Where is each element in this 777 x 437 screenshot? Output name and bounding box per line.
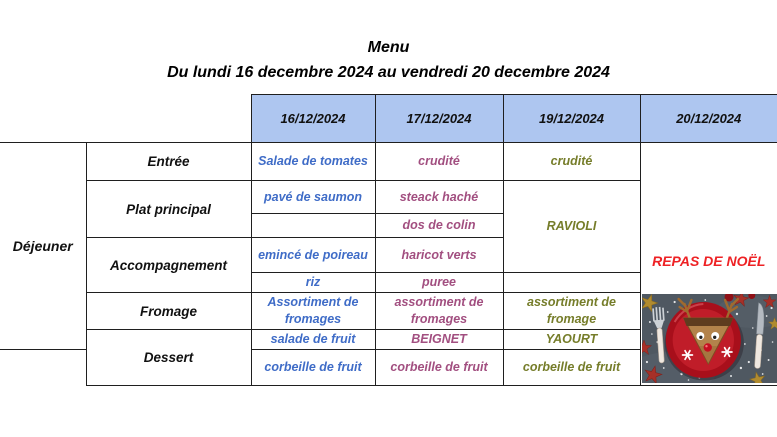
cell-accomp-d17-2: puree xyxy=(375,273,503,293)
cell-plat-d17-1: steack haché xyxy=(375,181,503,214)
cell-noel-d20 xyxy=(640,143,777,386)
cell-fromage-d17: assortiment de fromages xyxy=(375,293,503,330)
date-header-d16: 16/12/2024 xyxy=(251,95,375,143)
cell-dessert-d17-1: BEIGNET xyxy=(375,330,503,350)
row-label-entree: Entrée xyxy=(86,143,251,181)
row-label-fromage: Fromage xyxy=(86,293,251,330)
cell-plat-d17-2: dos de colin xyxy=(375,214,503,238)
menu-date-range: Du lundi 16 decembre 2024 au vendredi 20 decembre 2024 xyxy=(167,64,610,81)
date-header-d19: 19/12/2024 xyxy=(503,95,640,143)
row-label-accompagnement: Accompagnement xyxy=(86,238,251,293)
cell-dessert-d17-2: corbeille de fruit xyxy=(375,350,503,386)
header-spacer xyxy=(0,95,251,143)
cell-plat-d16-empty xyxy=(251,214,375,238)
table-gap-cell xyxy=(0,350,86,386)
date-header-d17: 17/12/2024 xyxy=(375,95,503,143)
repas-de-noel-label: REPAS DE NOËL xyxy=(652,253,766,269)
cell-entree-d16: Salade de tomates xyxy=(251,143,375,181)
menu-title: Menu xyxy=(367,39,410,56)
date-header-d20: 20/12/2024 xyxy=(640,95,777,143)
row-label-dessert: Dessert xyxy=(86,330,251,386)
cell-accomp-d19-empty xyxy=(503,273,640,293)
cell-fromage-d16: Assortiment de fromages xyxy=(251,293,375,330)
title-block xyxy=(0,35,777,85)
cell-accomp-d16-1: emincé de poireau xyxy=(251,238,375,273)
cell-dessert-d16-1: salade de fruit xyxy=(251,330,375,350)
row-label-plat-principal: Plat principal xyxy=(86,181,251,238)
cell-entree-d17: crudité xyxy=(375,143,503,181)
cell-accomp-d16-2: riz xyxy=(251,273,375,293)
christmas-plate-photo xyxy=(642,294,777,383)
cell-dessert-d16-2: corbeille de fruit xyxy=(251,350,375,386)
cell-entree-d19: crudité xyxy=(503,143,640,181)
menu-table xyxy=(0,94,777,386)
cell-plat-d16: pavé de saumon xyxy=(251,181,375,214)
meal-label-dejeuner: Déjeuner xyxy=(0,143,86,350)
cell-accomp-d17-1: haricot verts xyxy=(375,238,503,273)
cell-dessert-d19-1: YAOURT xyxy=(503,330,640,350)
cell-fromage-d19: assortiment de fromage xyxy=(503,293,640,330)
cell-dessert-d19-2: corbeille de fruit xyxy=(503,350,640,386)
cell-plat-d19-ravioli: RAVIOLI xyxy=(503,181,640,273)
